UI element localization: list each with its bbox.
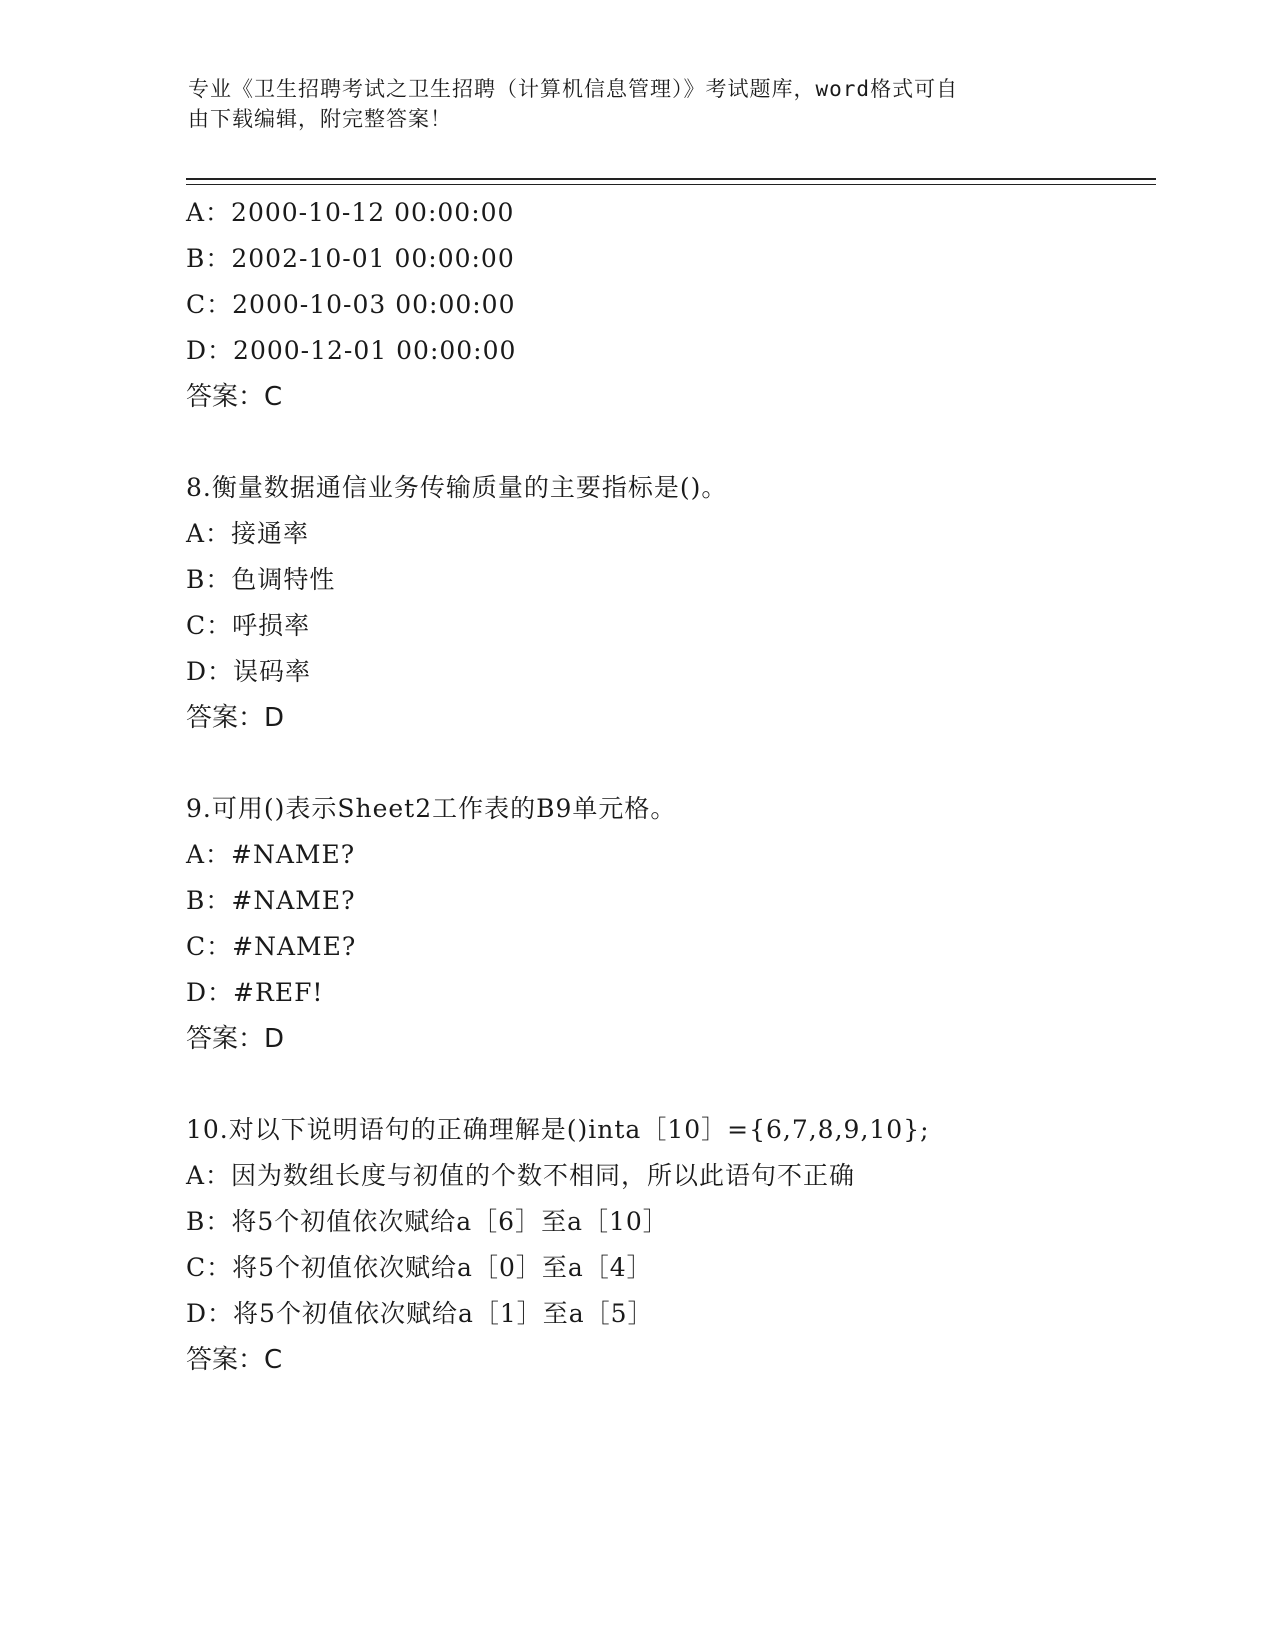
option-d: D：将5个初值依次赋给a［1］至a［5］ [186, 1299, 654, 1328]
header-line-1: 专业《卫生招聘考试之卫生招聘（计算机信息管理）》考试题库，word格式可自 [188, 77, 959, 101]
question-9 [186, 786, 1146, 1062]
question-7 [186, 190, 1146, 420]
question-10 [186, 1107, 1146, 1383]
option-b: B：2002-10-01 00:00:00 [186, 244, 515, 273]
header-line-2: 由下载编辑，附完整答案！ [188, 107, 452, 131]
option-d: D：#REF! [186, 978, 324, 1007]
option-c: C：#NAME? [186, 932, 357, 961]
option-a: A：#NAME? [186, 840, 356, 869]
option-c: C：将5个初值依次赋给a［0］至a［4］ [186, 1253, 653, 1282]
question-8 [186, 465, 1146, 741]
option-a: A：2000-10-12 00:00:00 [186, 198, 515, 227]
option-c: C：2000-10-03 00:00:00 [186, 290, 516, 319]
document-header [188, 74, 1068, 134]
answer-line: 答案：C [186, 1345, 283, 1375]
option-a: A：接通率 [186, 519, 310, 548]
question-stem: 9.可用()表示Sheet2工作表的B9单元格。 [186, 794, 677, 823]
option-d: D：2000-12-01 00:00:00 [186, 336, 517, 365]
answer-line: 答案：C [186, 382, 283, 412]
option-c: C：呼损率 [186, 611, 311, 640]
question-list [186, 190, 1146, 1383]
option-d: D：误码率 [186, 657, 312, 686]
question-stem: 8.衡量数据通信业务传输质量的主要指标是()。 [186, 473, 728, 502]
question-stem: 10.对以下说明语句的正确理解是()inta［10］={6,7,8,9,10}; [186, 1115, 930, 1144]
answer-line: 答案：D [186, 1024, 285, 1054]
option-b: B：将5个初值依次赋给a［6］至a［10］ [186, 1207, 669, 1236]
header-divider-thick [186, 178, 1156, 180]
option-a: A：因为数组长度与初值的个数不相同，所以此语句不正确 [186, 1161, 856, 1190]
header-divider-thin [186, 184, 1156, 185]
option-b: B：#NAME? [186, 886, 356, 915]
answer-line: 答案：D [186, 703, 285, 733]
option-b: B：色调特性 [186, 565, 336, 594]
